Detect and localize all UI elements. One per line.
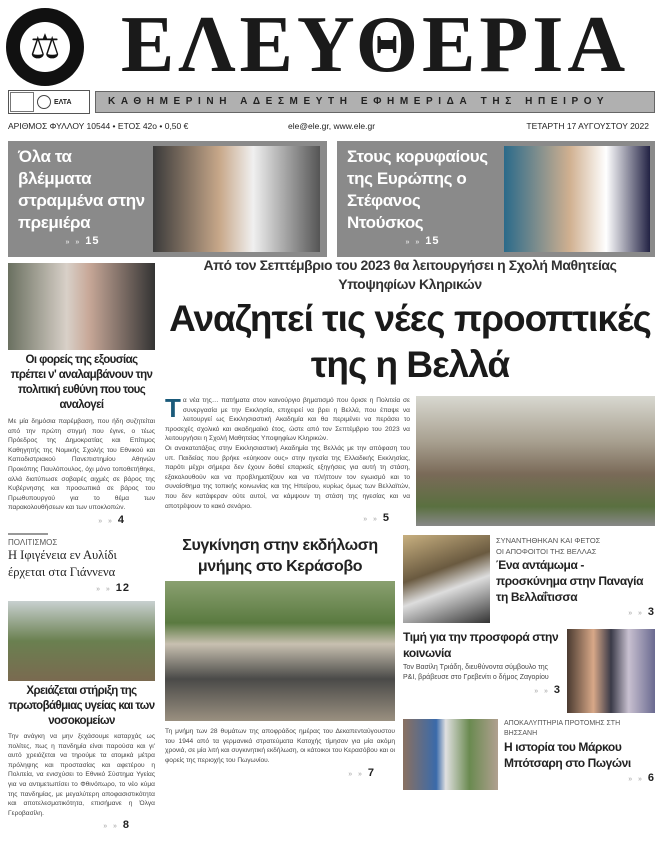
center-column: [165, 535, 395, 790]
teaser-sports-2[interactable]: [337, 141, 655, 257]
issue-info: ΑΡΙΘΜΟΣ ΦΥΛΛΟΥ 10544 • ΕΤΟΣ 42ο • 0,50 €: [8, 121, 189, 131]
main-body-p2: Οι ανακατατάξεις στην Εκκλησιαστική Ακαδημία της Βελλάς με την απόφαση του υπ. Παιδείας που βρήκε «εύηκοον ους» στην ηγεσία της Ελλαδικής Εκκλησίας, παρότι μέχρι σήμερα δεν έχουν δοθεί επαρκείς εξηγήσεις για αυτή τη στάση, εξακολουθούν και να προβληματίζουν και να πλήττουν τον εγωισμό και το συναίσθημα της τοπικής κοινωνίας και της Ηπείρου, κυρίως όμως των Βελλαϊτών, που δεν κατάφεραν ούτε αυτοί, να κάμψουν τη στάση της ηγεσίας και να αποτρέψουν το κακό σενάριο.: [165, 444, 410, 510]
article-body: Τη μνήμη των 28 θυμάτων της αποφράδος ημέρας του Δεκαπενταύγουστου του 1944 από τα γερμανικά στρατεύματα Κατοχής τίμησαν για μία ακόμη χρονιά, σε μία λιτή και συγκινητική εκδήλωση, οι κάτοικοι του Κερασόβου και οι φορείς της περιοχής του Πωγωνίου.: [165, 728, 395, 764]
page-ref: » » 4: [98, 513, 125, 526]
headline-left-1[interactable]: Οι φορείς της εξουσίας πρέπει ν' αναλαμβάνουν την πολιτική ευθύνη που τους αναλογεί: [10, 354, 153, 411]
newspaper-logo: [6, 8, 84, 86]
article-body: Τον Βασίλη Τριάδη, διευθύνοντα σύμβουλο της P&I, βράβευσε στο Γρεβενίτι ο δήμος Ζαγορίου: [403, 664, 549, 682]
postage-box: [10, 92, 34, 112]
page-ref: » » 5: [363, 512, 390, 525]
contact-links[interactable]: ele@ele.gr, www.ele.gr: [288, 121, 376, 131]
article-photo: [8, 601, 155, 681]
page-ref: » » 6: [628, 772, 655, 785]
main-headline[interactable]: Αναζητεί τις νέες προοπτικές της η Βελλά: [169, 298, 651, 385]
teaser-title: Όλα τα βλέμματα στραμμένα στην πρεμιέρα: [18, 147, 145, 232]
main-body: [165, 393, 410, 511]
newspaper-title: ΕΛΕΥΘΕΡΙΑ: [120, 1, 630, 89]
dropcap: Τ: [165, 393, 181, 423]
kicker-2: ΟΙ ΑΠΟΦΟΙΤΟΙ ΤΗΣ ΒΕΛΛΑΣ: [496, 547, 597, 557]
headline-right-2[interactable]: Τιμή για την προσφορά στην κοινωνία: [403, 630, 559, 661]
teaser-title: Στους κορυφαίους της Ευρώπης ο Στέφανος Ντούσκος: [347, 147, 488, 232]
main-area: [165, 256, 655, 790]
newspaper-subtitle: ΚΑΘΗΜΕΡΙΝΗ ΑΔΕΣΜΕΥΤΗ ΕΦΗΜΕΡΙΔΑ ΤΗΣ ΗΠΕΙΡΟΥ: [95, 91, 655, 113]
page-ref: » » 12: [96, 581, 130, 594]
main-kicker: Από τον Σεπτέμβριο του 2023 θα λειτουργήσει η Σχολή Μαθητείας Υποψηφίων Κληρικών: [203, 257, 617, 292]
page-ref: » » 7: [348, 766, 375, 779]
teaser-photo: [153, 146, 320, 252]
article-photo: [403, 535, 490, 623]
teaser-sports-1[interactable]: [8, 141, 327, 257]
page-ref: » » 15: [405, 235, 440, 247]
headline-right-1[interactable]: Ένα αντάμωμα - προσκύνημα στην Παναγία τη Βελλαΐτισσα: [496, 558, 644, 605]
page-ref: » » 8: [103, 819, 130, 832]
justice-figure-icon: ⚖: [20, 22, 70, 72]
page-ref: » » 3: [534, 684, 561, 697]
headline-center[interactable]: Συγκίνηση στην εκδήλωση μνήμης στο Κεράσοβο: [182, 537, 378, 576]
main-body-p1: α νέα της… πατήματα στον καινούργιο βηματισμό που όρισε η Πολιτεία σε συνεργασία με την Εκκλησία, επιχειρεί να βρει η Βελλά, που έπαψε να λειτουργεί ως Εκκλησιαστική Ακαδημία και θα περιμένει να περάσει το προσεχές σχολικό και ακαδημαϊκό έτος, ώστε από τον Σεπτέμβριο του 2023 να λειτουργήσει η Σχολή Μαθητείας Υποψηφίων Κληρικών.: [165, 397, 410, 443]
center-photo: [165, 581, 395, 721]
headline-left-2[interactable]: Η Ιφιγένεια εν Αυλίδι έρχεται στα Γιάννενα: [8, 547, 117, 579]
postage-seal-icon: [37, 95, 51, 109]
article-body: Με μία δημόσια παρέμβαση, που ήδη συζητείται από την πρώτη στιγμή που έγινε, ο τέως Πρόεδρος της Δημοκρατίας και Επίτιμος Καθηγητής της Νομικής Σχολής του Εθνικού και Καποδιστριακού Πανεπιστημίου Αθηνών Προκόπης Παυλόπουλος, όχι μόνο τοποθετήθηκε, αλλά διατύπωσε σοβαρές αιχμές σε βάρος της Κυβέρνησης και προσωπικά σε βάρος του Πρωθυπουργού για το θέμα των παρακολουθήσεων και των υποκλοπών.: [8, 418, 155, 512]
right-column: [403, 535, 655, 790]
divider: [8, 533, 48, 535]
article-photo: [403, 719, 498, 790]
page-ref: » » 3: [628, 606, 655, 619]
kicker: ΑΠΟΚΑΛΥΠΤΗΡΙΑ ΠΡΟΤΟΜΗΣ ΣΤΗ ΒΗΣΣΑΝΗ: [504, 720, 621, 738]
page-ref: » » 15: [65, 235, 100, 247]
headline-right-3[interactable]: Η ιστορία του Μάρκου Μπότσαρη στο Πωγώνι: [504, 740, 631, 771]
teaser-photo: [504, 146, 650, 252]
stamp-label: ΕΛΤΑ: [54, 98, 72, 106]
left-column: [8, 263, 155, 834]
headline-left-3[interactable]: Χρειάζεται στήριξη της πρωτοβάθμιας υγείας και των νοσοκομείων: [8, 684, 155, 727]
issue-date: ΤΕΤΑΡΤΗ 17 ΑΥΓΟΥΣΤΟΥ 2022: [526, 121, 649, 131]
kicker-1: ΣΥΝΑΝΤΗΘΗΚΑΝ ΚΑΙ ΦΕΤΟΣ: [496, 536, 601, 546]
article-photo: [567, 629, 655, 713]
right-story-2: [403, 629, 655, 713]
lower-row: [165, 535, 655, 790]
article-photo: [8, 263, 155, 350]
article-body: Την ανάγκη να μην ξεχάσουμε καταρχάς ως πολίτες, πως η πανδημία είναι παρούσα και γι' αυτό χρειάζεται να τηρούμε τα ατομικά μέτρα πρόληψης και προστασίας και αφετέρου η Πολιτεία, να ενισχύσει το Εθνικό Σύστημα Υγείας για να αντιμετωπίσει το Φθινόπωρο, το νέο κύμα της πανδημίας, με μεγαλύτερη αποφασιστικότητα και αποτελεσματικότητα, επισήμανε η Όλγα Γεροβασίλη.: [8, 732, 155, 817]
right-story-3: [403, 719, 655, 790]
postage-stamp: [8, 90, 90, 114]
main-photo: [416, 396, 655, 526]
right-story-1: [403, 535, 655, 623]
main-story-row: [165, 393, 655, 527]
section-kicker: ΠΟΛΙΤΙΣΜΟΣ: [8, 537, 58, 547]
